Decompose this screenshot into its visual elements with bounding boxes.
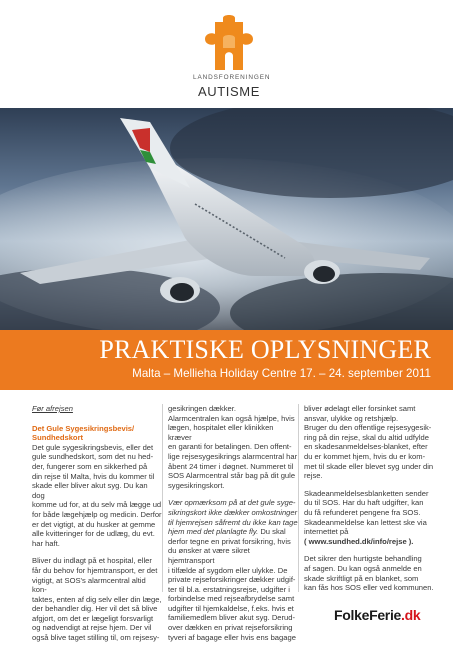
folkeferie-logo — [334, 607, 420, 623]
paragraph: Bliver du indlagt på et hospital, eller får du behov for hjemtransport, er det vigtigt, at SOS's alarmcentral altid kon- taktes, enten af dig selv eller din læge, der behandler dig. Her vil det så blive afgjort, om det er lægeligt forsvarligt og nødvendigt at rejse hjem. Der vil også blive taget stilling til, om rejsesy- — [32, 556, 162, 643]
logo-title: AUTISME — [198, 84, 260, 99]
paragraph: gesikringen dækker. Alarmcentralen kan også hjælpe, hvis lægen, hospitalet eller klinikken kræver en garanti for betalingen. Den offent- lige rejsesygesikrings alarmcentral har åbent 24 timer i døgnet. Nummeret til SOS Alarmcentral står bag på dit gule sygesikringskort. — [168, 404, 298, 490]
brand-name: FolkeFerie — [334, 607, 402, 623]
column-divider — [162, 404, 163, 592]
page-subtitle: Malta – Mellieha Holiday Centre 17. – 24. september 2011 — [132, 367, 431, 380]
section-heading: Det Gule Sygesikringsbevis/ Sundhedskort — [32, 423, 135, 443]
text-column-3 — [304, 404, 434, 601]
paragraph: Det gule sygesikringsbevis, eller det gule sundhedskort, som det nu hed- der, fungerer som en sikkerhed på din rejse til Malta, hvis du kommer til skade eller bliver akut syg. Du kan dog komme ud for, at du selv må lægge ud for både lægehjælp og medicin. Derfor er det vigtigt, at du husker at gemme alle kvitteringer for de udlæg, du evt. har haft. — [32, 442, 162, 548]
paragraph: bliver ødelagt eller forsinket samt ansvar, ulykke og retshjælp. Bruger du den offentlige rejsesygesik- ring på din rejse, skal du altid udfylde en skadesanmeldelses-blanket, efter du er kommet hjem, hvis du er kom- met til skade eller blevet syg under din rejse. — [304, 404, 434, 481]
paragraph: Du skal derfor tegne en privat forsikring, hvis du ønsker at være sikret hjemtransport i tilfælde af sygdom eller ulykke. De private rejseforsikringer dækker udgif- ter til bl.a. erstatningsrejse, udgifter i forbindelse med rejseafbrydelse samt udgifter til hjemkaldelse, f.eks. hvis et familiemedlem bliver akut syg. Derud- over dækken en privat rejseforsikring tyveri af bagage eller hvis ens bagage — [168, 527, 296, 642]
italic-note: Vær opmærksom på at det gule syge- sikringskort ikke dækker omkostninger til hjemrejsen såfremt du ikke kan tage hjem med det planlagte fly. — [168, 498, 298, 537]
website-link[interactable]: ( www.sundhed.dk/info/rejse ). — [304, 536, 414, 546]
organization-logo — [193, 14, 271, 102]
column-divider — [298, 404, 299, 592]
hero-airplane-photo — [0, 108, 453, 330]
text-column-2 — [168, 404, 298, 642]
puzzle-piece-icon — [199, 14, 259, 72]
paragraph: Det sikrer den hurtigste behandling af sagen. Du kan også anmelde en skade skriftligt på en blanket, som kan fås hos SOS eller ved kommunen. — [304, 554, 434, 593]
brand-domain: .dk — [401, 607, 421, 623]
page-title: PRAKTISKE OPLYSNINGER — [99, 335, 431, 364]
title-banner — [0, 330, 453, 390]
section-lead: Før afrejsen — [32, 404, 73, 413]
paragraph: Skadeanmeldelsesblanketten sender du til SOS. Har du haft udgifter, kan du få refunderet pengene fra SOS. Skadeanmeldelse kan lettest ske via internettet på — [304, 488, 429, 537]
logo-subtitle: LANDSFORENINGEN — [193, 74, 271, 81]
text-column-1 — [32, 404, 162, 651]
